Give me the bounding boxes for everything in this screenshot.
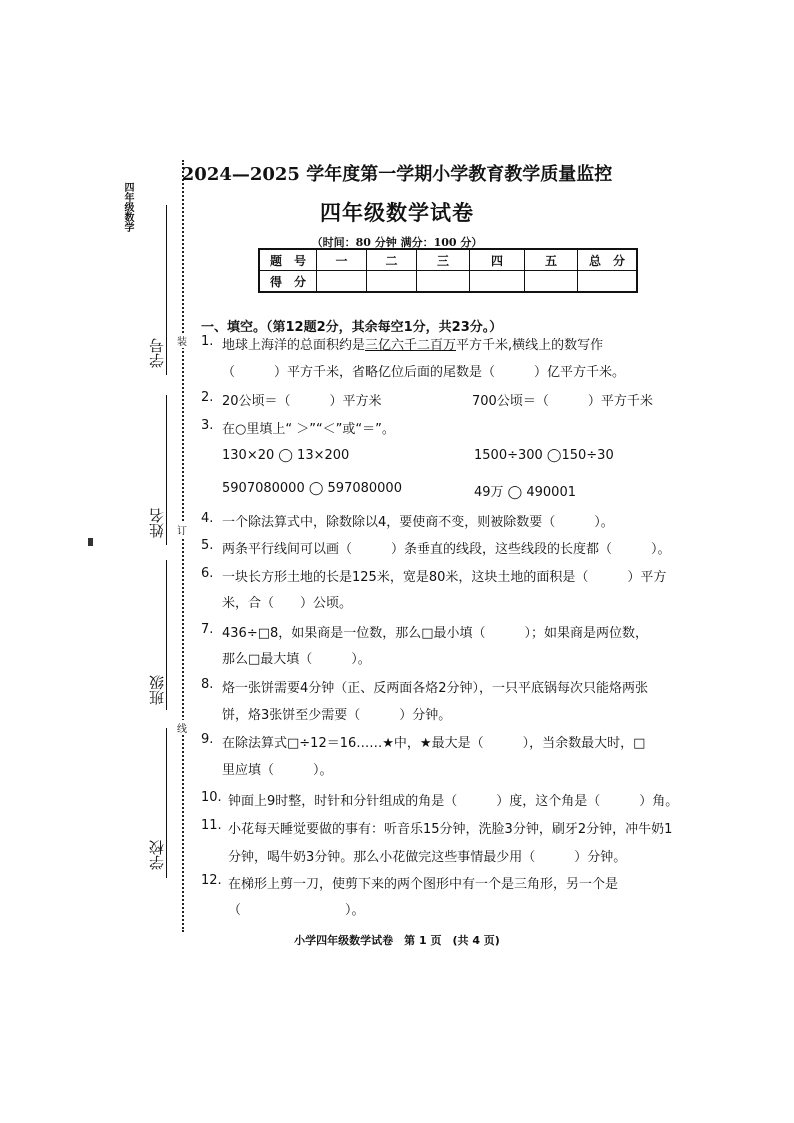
question-number: 4.	[201, 511, 214, 526]
question-number: 2.	[201, 390, 214, 405]
underlined-number-words: 三亿六千二百万	[365, 338, 457, 353]
score-cell: 四	[470, 249, 525, 271]
name-line	[166, 395, 167, 545]
side-subject: 四年级数学	[122, 182, 133, 232]
seal-mark-3: 线	[177, 720, 187, 735]
seal-mark-2: 订	[177, 522, 187, 537]
question-3-compare-d: 49万 ◯ 490001	[474, 485, 576, 500]
score-table-score-row	[259, 271, 637, 293]
question-number: 3.	[201, 418, 214, 433]
score-input-cell[interactable]	[525, 271, 578, 293]
page-footer: 小学四年级数学试卷 第 1 页 (共 4 页)	[294, 934, 500, 947]
score-cell: 得 分	[259, 271, 317, 293]
score-cell: 二	[367, 249, 417, 271]
student-id-line	[166, 205, 167, 375]
name-label: 姓名	[148, 508, 166, 538]
section-heading: 一、填空。（第12题2分，其余每空1分，共23分。）	[201, 320, 503, 335]
question-4-text: 一个除法算式中，除数除以4，要使商不变，则被除数要（ ）。	[222, 515, 614, 530]
question-2-right: 700公顷＝（ ）平方千米	[472, 394, 653, 409]
question-6-line-1: 一块长方形土地的长是125米，宽是80米，这块土地的面积是（ ）平方	[222, 570, 667, 585]
question-11-line-1: 小花每天睡觉要做的事有：听音乐15分钟，洗脸3分钟，刷牙2分钟，冲牛奶1	[228, 822, 673, 837]
exam-meta: （时间：80 分钟 满分：100 分）	[311, 236, 483, 249]
question-number: 10.	[201, 790, 222, 805]
question-number: 11.	[201, 818, 222, 833]
question-number: 5.	[201, 538, 214, 553]
question-3-compare-a: 130×20 ◯ 13×200	[222, 448, 350, 463]
question-7-line-2: 那么□最大填（ ）。	[222, 652, 371, 667]
question-8-line-2: 饼，烙3张饼至少需要（ ）分钟。	[222, 708, 452, 723]
question-number: 8.	[201, 677, 214, 692]
question-number: 1.	[201, 334, 214, 349]
question-number: 9.	[201, 732, 214, 747]
question-number: 7.	[201, 622, 214, 637]
class-line	[166, 560, 167, 710]
score-cell: 三	[417, 249, 470, 271]
question-11-line-2: 分钟，喝牛奶3分钟。那么小花做完这些事情最少用（ ）分钟。	[228, 850, 627, 865]
school-label: 学校	[148, 840, 166, 870]
question-3-compare-b: 1500÷300 ◯150÷30	[474, 448, 614, 463]
question-1-line-1	[222, 334, 603, 353]
seal-mark-1: 装	[177, 333, 187, 348]
question-8-line-1: 烙一张饼需要4分钟（正、反两面各烙2分钟），一只平底锅每次只能烙两张	[222, 681, 649, 696]
score-input-cell[interactable]	[367, 271, 417, 293]
question-3-compare-c: 5907080000 ◯ 597080000	[222, 481, 402, 496]
question-text: 地球上海洋的总面积约是	[222, 338, 366, 353]
binding-dotted-line	[182, 160, 184, 932]
student-id-label: 学号	[148, 338, 166, 368]
question-1-line-2: （ ）平方千米，省略亿位后面的尾数是（ ）亿平方千米。	[222, 365, 626, 380]
score-input-cell[interactable]	[470, 271, 525, 293]
question-7-line-1: 436÷□8，如果商是一位数，那么□最小填（ ）；如果商是两位数，	[222, 626, 649, 641]
question-5-text: 两条平行线间可以画（ ）条垂直的线段，这些线段的长度都（ ）。	[222, 542, 671, 557]
score-cell: 五	[525, 249, 578, 271]
question-9-line-2: 里应填（ ）。	[222, 763, 333, 778]
score-input-cell[interactable]	[578, 271, 638, 293]
question-12-line-2: （ ）。	[228, 903, 365, 918]
question-2-left: 20公顷＝（ ）平方米	[222, 394, 382, 409]
question-12-line-1: 在梯形上剪一刀，使剪下来的两个图形中有一个是三角形，另一个是	[228, 877, 619, 892]
score-cell: 总 分	[578, 249, 638, 271]
score-input-cell[interactable]	[417, 271, 470, 293]
question-10-text: 钟面上9时整，时针和分针组成的角是（ ）度，这个角是（ ）角。	[228, 794, 679, 809]
score-cell: 题 号	[259, 249, 317, 271]
question-6-line-2: 米，合（ ）公顷。	[222, 596, 353, 611]
question-number: 6.	[201, 566, 214, 581]
score-input-cell[interactable]	[317, 271, 367, 293]
score-cell: 一	[317, 249, 367, 271]
exam-title: 2024—2025 学年度第一学期小学教育教学质量监控	[181, 164, 613, 185]
score-table	[258, 248, 638, 293]
exam-subtitle: 四年级数学试卷	[320, 200, 474, 225]
question-number: 12.	[201, 873, 222, 888]
class-label: 班级	[148, 675, 166, 705]
question-text: 平方千米,横线上的数写作	[456, 338, 604, 353]
question-9-line-1: 在除法算式□÷12＝16……★中，★最大是（ ），当余数最大时，□	[222, 736, 646, 751]
margin-mark	[88, 538, 93, 546]
school-line	[166, 728, 167, 878]
score-table-header-row	[259, 249, 637, 271]
question-3-text: 在○里填上“ ＞”“＜”或“＝”。	[222, 422, 395, 437]
